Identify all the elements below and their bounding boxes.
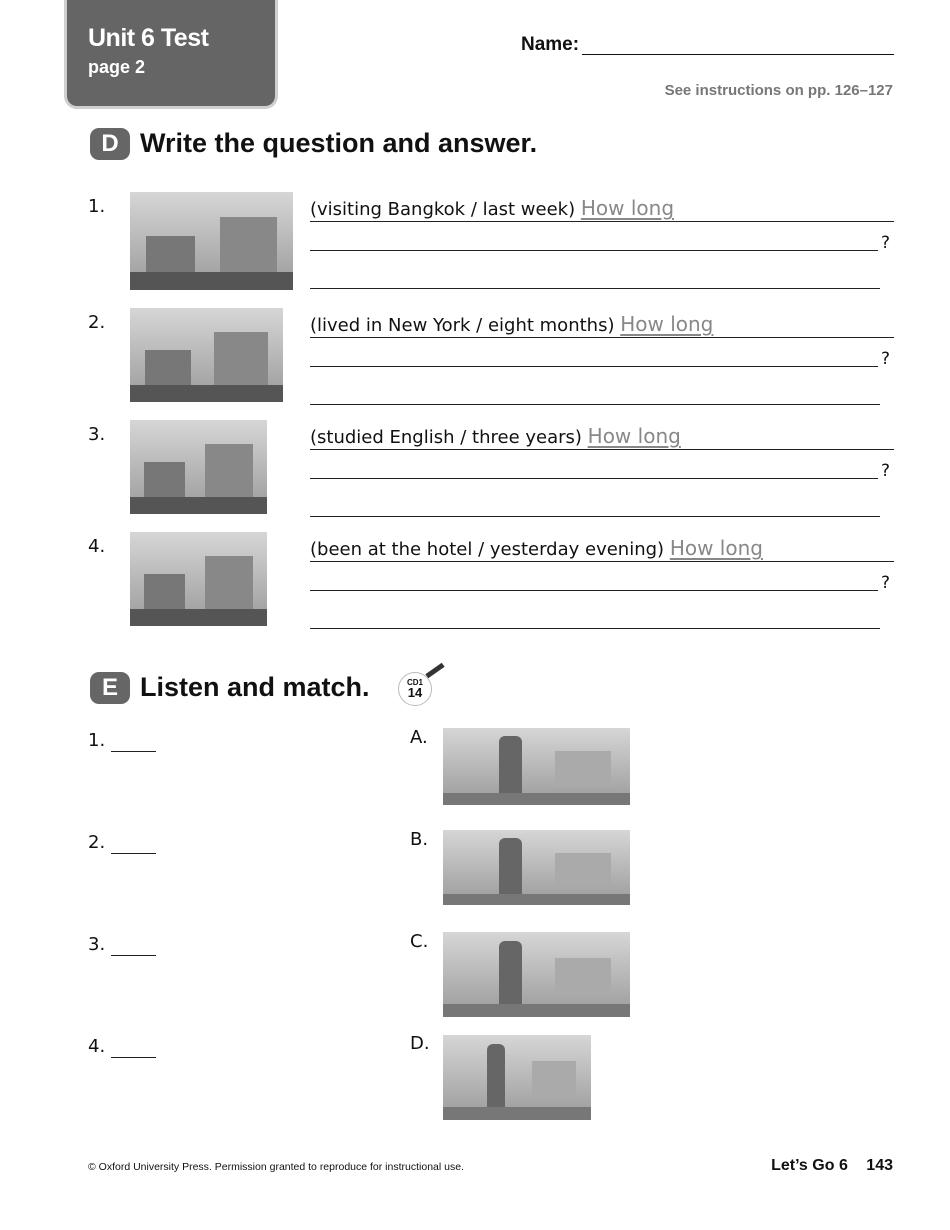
- section-e-badge: E: [90, 672, 130, 704]
- book-title: Let’s Go 6: [771, 1157, 848, 1174]
- illustration-woman-in-hotel-lobby: [130, 532, 267, 626]
- item-number: 4.: [88, 536, 106, 557]
- question-starter: How long: [620, 312, 714, 336]
- illustration-girl-smiling-bedroom: [443, 932, 630, 1017]
- section-d-title: Write the question and answer.: [140, 128, 538, 158]
- copyright: © Oxford University Press. Permission granted to reproduce for instructional use.: [88, 1161, 464, 1173]
- book-page: [771, 1157, 893, 1175]
- prompt-text: (lived in New York / eight months): [310, 315, 615, 336]
- item-number: 2.: [88, 312, 106, 333]
- question-mark: ?: [881, 349, 891, 369]
- question-starter: How long: [587, 424, 681, 448]
- section-e-title: Listen and match.: [140, 672, 370, 702]
- match-number: 3.: [88, 934, 106, 955]
- name-field[interactable]: [582, 54, 894, 55]
- match-answer-blank[interactable]: [111, 934, 156, 956]
- prompt-text: (studied English / three years): [310, 427, 582, 448]
- answer-line[interactable]: [310, 516, 880, 517]
- match-answer-blank[interactable]: [111, 832, 156, 854]
- prompt-text: (visiting Bangkok / last week): [310, 199, 576, 220]
- question-line[interactable]: [310, 366, 878, 367]
- match-number: 4.: [88, 1036, 106, 1057]
- item-number: 1.: [88, 196, 106, 217]
- match-number: 1.: [88, 730, 106, 751]
- question-starter: How long: [580, 196, 675, 220]
- question-starter: How long: [669, 536, 763, 560]
- cd-label: CD1: [406, 678, 423, 687]
- illustration-man-packing-hotel-room: [443, 830, 630, 905]
- answer-line[interactable]: [310, 288, 880, 289]
- question-prompt-row: [310, 536, 894, 562]
- option-letter: A.: [410, 727, 428, 748]
- illustration-man-on-boat-bangkok-temple: [443, 1035, 591, 1120]
- question-prompt-row: [310, 196, 894, 222]
- page-subtitle: page 2: [88, 57, 146, 77]
- cd-track-icon: [395, 664, 447, 708]
- match-item: [88, 730, 156, 752]
- option-letter: C.: [410, 931, 429, 952]
- match-answer-blank[interactable]: [111, 730, 156, 752]
- option-letter: B.: [410, 829, 429, 850]
- match-item: [88, 934, 156, 956]
- question-prompt-row: [310, 424, 894, 450]
- cd-track: 14: [407, 685, 423, 700]
- question-prompt-row: [310, 312, 894, 338]
- prompt-text: (been at the hotel / yesterday evening): [310, 539, 665, 560]
- match-number: 2.: [88, 832, 106, 853]
- illustration-couple-in-new-york-city: [130, 308, 283, 402]
- option-letter: D.: [410, 1033, 430, 1054]
- question-line[interactable]: [310, 250, 878, 251]
- name-label: Name:: [521, 34, 580, 55]
- page-number: 143: [866, 1157, 893, 1174]
- match-item: [88, 832, 156, 854]
- question-line[interactable]: [310, 478, 878, 479]
- illustration-boy-reading-english-book: [130, 420, 267, 514]
- question-mark: ?: [881, 573, 891, 593]
- match-item: [88, 1036, 156, 1058]
- question-line[interactable]: [310, 590, 878, 591]
- unit-header-tab: [67, 0, 275, 106]
- instructions-note: See instructions on pp. 126–127: [664, 82, 893, 99]
- unit-title: Unit 6 Test: [88, 24, 209, 52]
- question-mark: ?: [881, 461, 891, 481]
- item-number: 3.: [88, 424, 106, 445]
- answer-line[interactable]: [310, 628, 880, 629]
- section-d-badge: D: [90, 128, 130, 160]
- match-answer-blank[interactable]: [111, 1036, 156, 1058]
- illustration-man-on-boat-bangkok-temple: [130, 192, 293, 290]
- illustration-teacher-french-class: [443, 728, 630, 805]
- question-mark: ?: [881, 233, 891, 253]
- answer-line[interactable]: [310, 404, 880, 405]
